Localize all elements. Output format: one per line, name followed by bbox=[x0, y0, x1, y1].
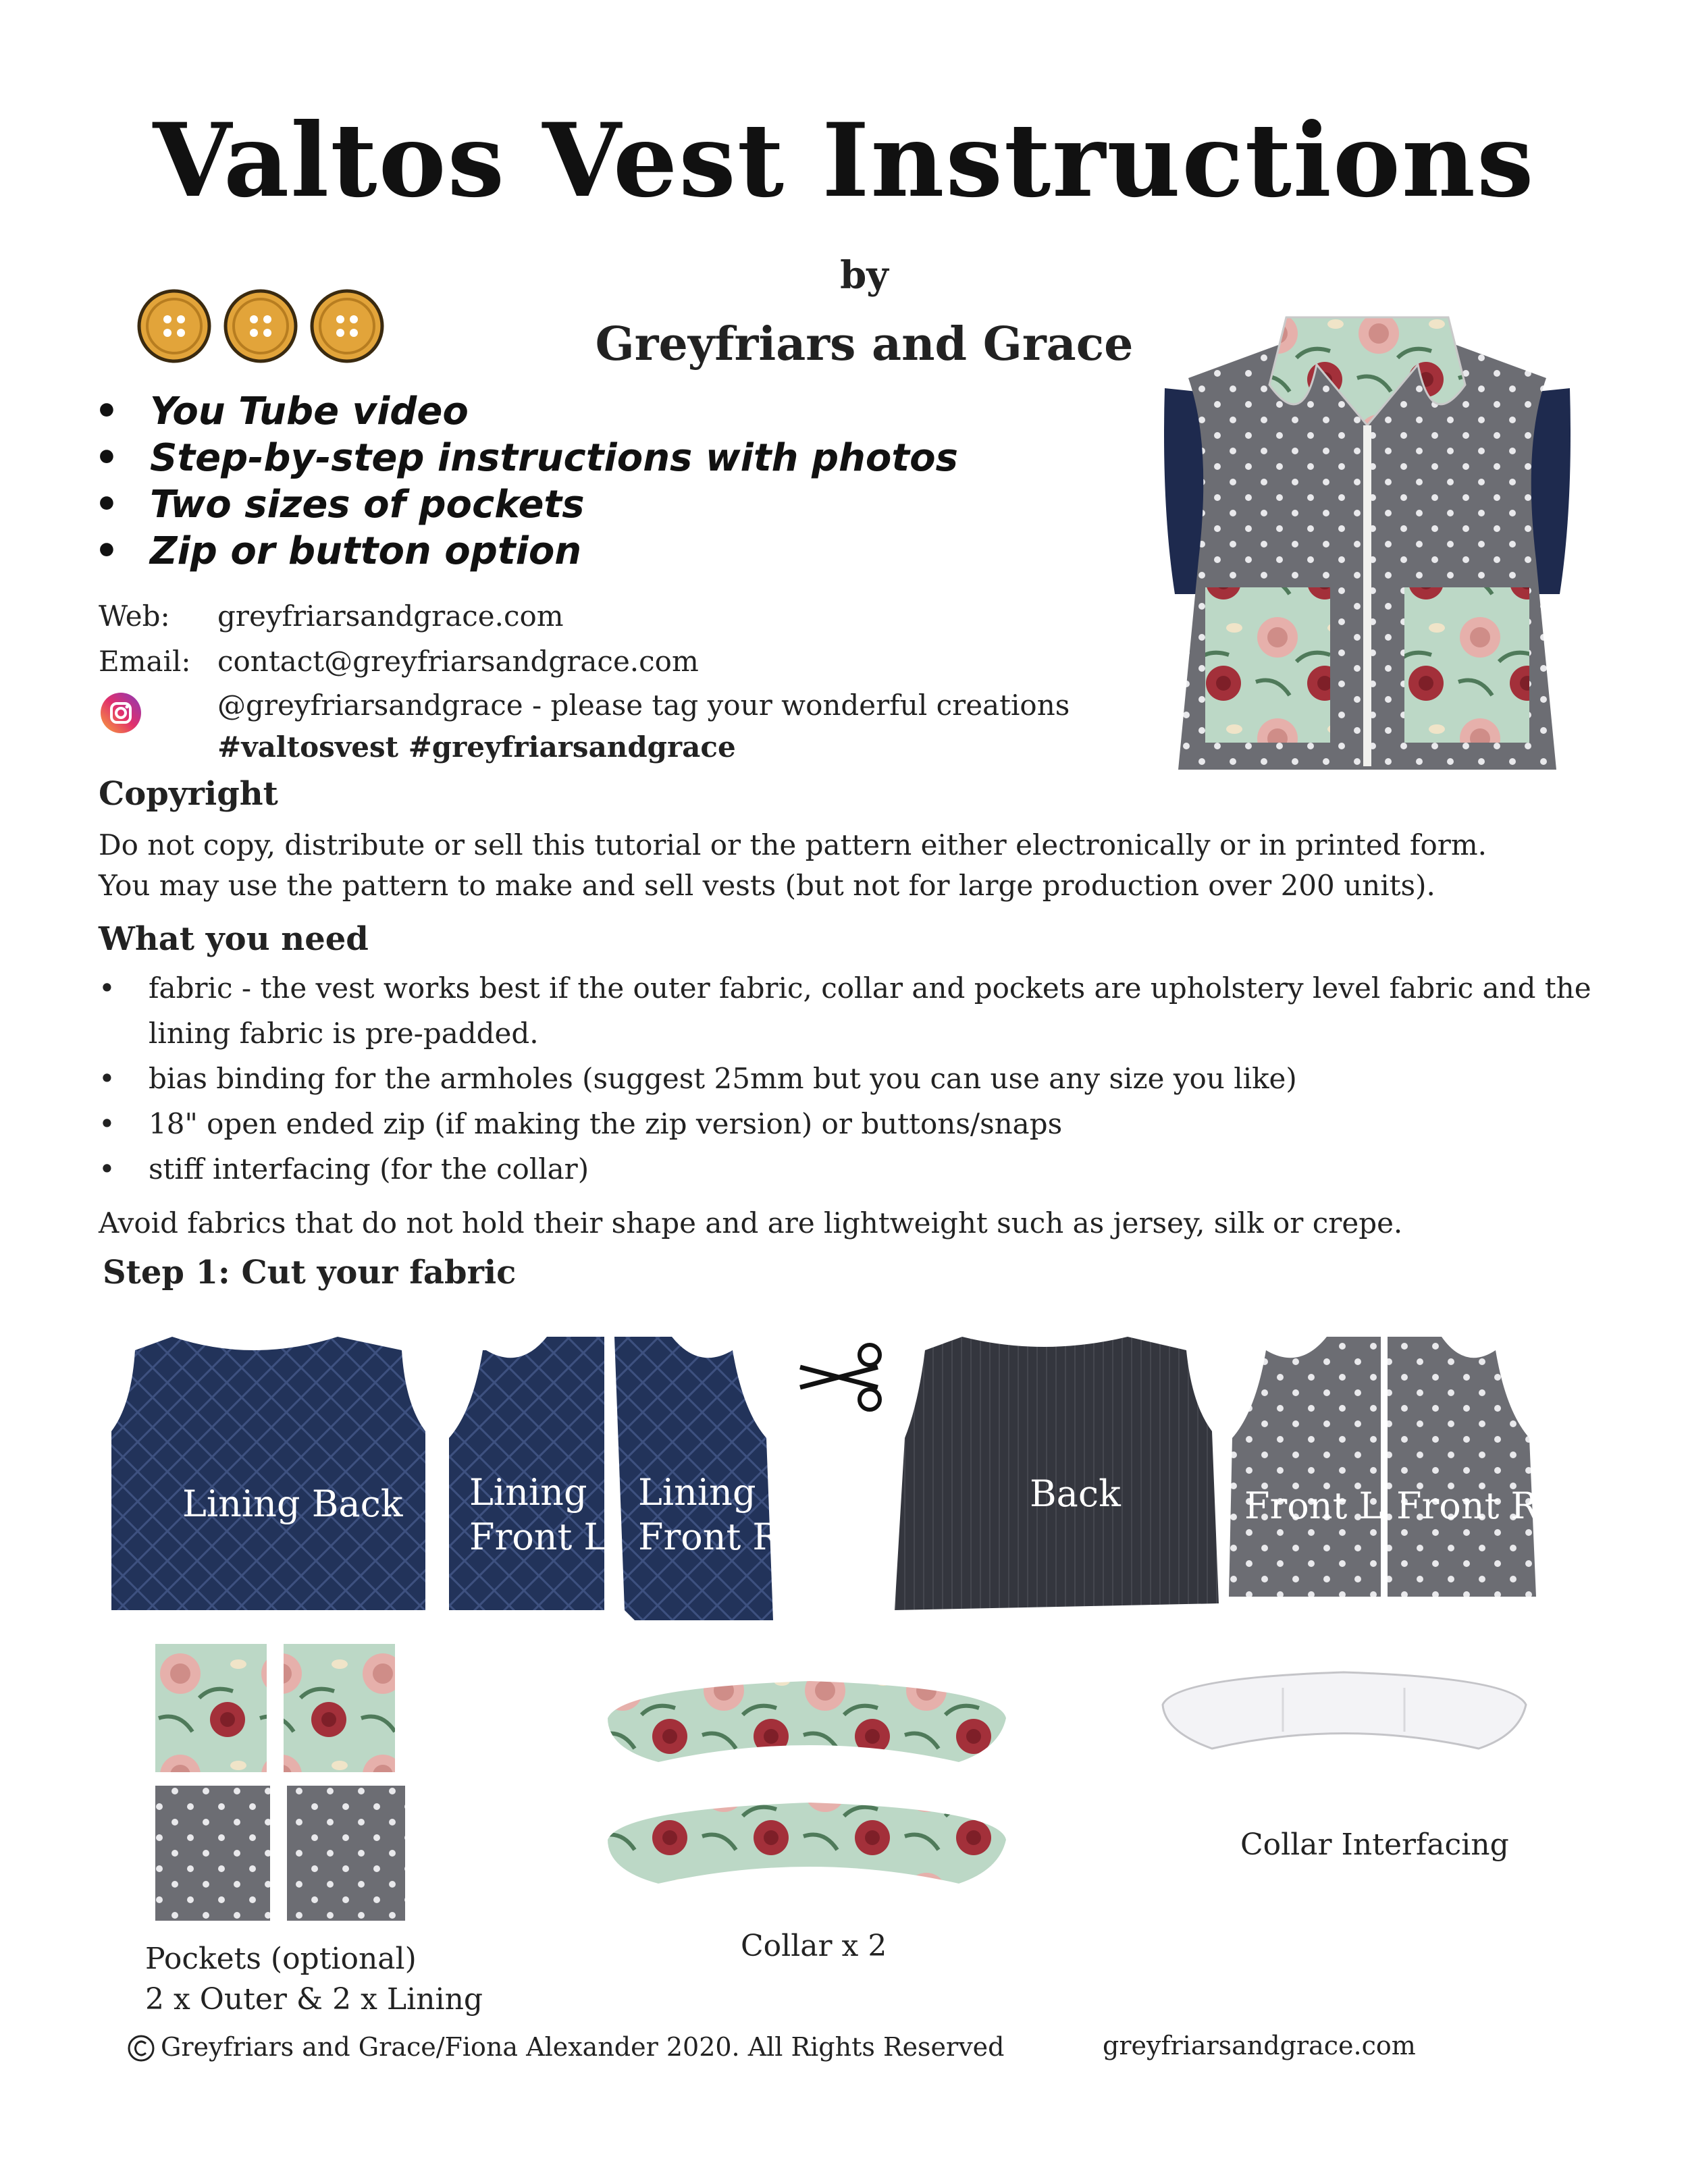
button-icon bbox=[139, 291, 209, 361]
web-link[interactable]: greyfriarsandgrace.com bbox=[217, 600, 564, 633]
step1-heading: Step 1: Cut your fabric bbox=[103, 1254, 517, 1291]
instagram-handle[interactable]: @greyfriarsandgrace - please tag your wonderful creations bbox=[217, 689, 1070, 722]
front-l-piece bbox=[1229, 1337, 1381, 1597]
interfacing-piece bbox=[1155, 1664, 1533, 1786]
copyright-line: Do not copy, distribute or sell this tutorial or the pattern either electronically or in printed form. bbox=[99, 828, 1487, 861]
brand-name: Greyfriars and Grace bbox=[595, 317, 1134, 371]
button-icon bbox=[312, 291, 382, 361]
label-front-r: Front R bbox=[1396, 1485, 1539, 1527]
label-lining-front-l: Lining Front L bbox=[469, 1471, 608, 1558]
needs-item: • stiff interfacing (for the collar) bbox=[99, 1146, 1625, 1192]
needs-item: • fabric - the vest works best if the outer fabric, collar and pockets are upholstery level fabric and the lining fabric is pre-padded. bbox=[99, 965, 1625, 1056]
collar-caption: Collar x 2 bbox=[741, 1929, 887, 1963]
lining-back-piece bbox=[111, 1337, 425, 1610]
feature-item: • Zip or button option bbox=[95, 528, 958, 575]
feature-item: • You Tube video bbox=[95, 388, 958, 435]
instagram-icon[interactable] bbox=[100, 692, 142, 734]
email-label: Email: bbox=[99, 645, 191, 678]
front-r-piece bbox=[1388, 1337, 1539, 1597]
needs-note: Avoid fabrics that do not hold their shape and are lightweight such as jersey, silk or crepe. bbox=[99, 1206, 1403, 1240]
needs-list bbox=[99, 965, 1625, 1192]
copyright-heading: Copyright bbox=[99, 775, 278, 813]
buttons-decoration bbox=[135, 287, 392, 368]
needs-item: • bias binding for the armholes (suggest 25mm but you can use any size you like) bbox=[99, 1056, 1625, 1101]
hashtags: #valtosvest #greyfriarsandgrace bbox=[217, 730, 736, 764]
vest-photo bbox=[1148, 304, 1587, 776]
copyright-icon bbox=[126, 2033, 156, 2063]
feature-item: • Step-by-step instructions with photos bbox=[95, 435, 958, 481]
footer-copyright: Greyfriars and Grace/Fiona Alexander 2020. All Rights Reserved bbox=[161, 2032, 1005, 2062]
email-link[interactable]: contact@greyfriarsandgrace.com bbox=[217, 645, 699, 678]
scissors-icon bbox=[797, 1340, 885, 1414]
by-line: by bbox=[840, 253, 889, 298]
feature-list bbox=[95, 388, 958, 575]
needs-heading: What you need bbox=[99, 920, 369, 958]
page-title: Valtos Vest Instructions bbox=[153, 101, 1535, 220]
button-icon bbox=[226, 291, 296, 361]
pocket-pieces bbox=[152, 1644, 412, 1927]
copyright-line: You may use the pattern to make and sell vests (but not for large production over 200 units). bbox=[99, 869, 1435, 902]
interfacing-caption: Collar Interfacing bbox=[1240, 1828, 1509, 1862]
collar-pieces bbox=[594, 1661, 1026, 1904]
needs-item: • 18" open ended zip (if making the zip version) or buttons/snaps bbox=[99, 1101, 1625, 1146]
label-lining-front-r: Lining Front R bbox=[638, 1471, 781, 1558]
label-lining-back: Lining Back bbox=[182, 1483, 403, 1525]
label-front-l: Front L bbox=[1244, 1485, 1383, 1527]
pockets-caption: Pockets (optional) 2 x Outer & 2 x Lining bbox=[145, 1942, 483, 2017]
label-back: Back bbox=[1030, 1472, 1121, 1515]
web-label: Web: bbox=[99, 600, 170, 633]
footer-site-link[interactable]: greyfriarsandgrace.com bbox=[1103, 2031, 1416, 2060]
feature-item: • Two sizes of pockets bbox=[95, 481, 958, 528]
